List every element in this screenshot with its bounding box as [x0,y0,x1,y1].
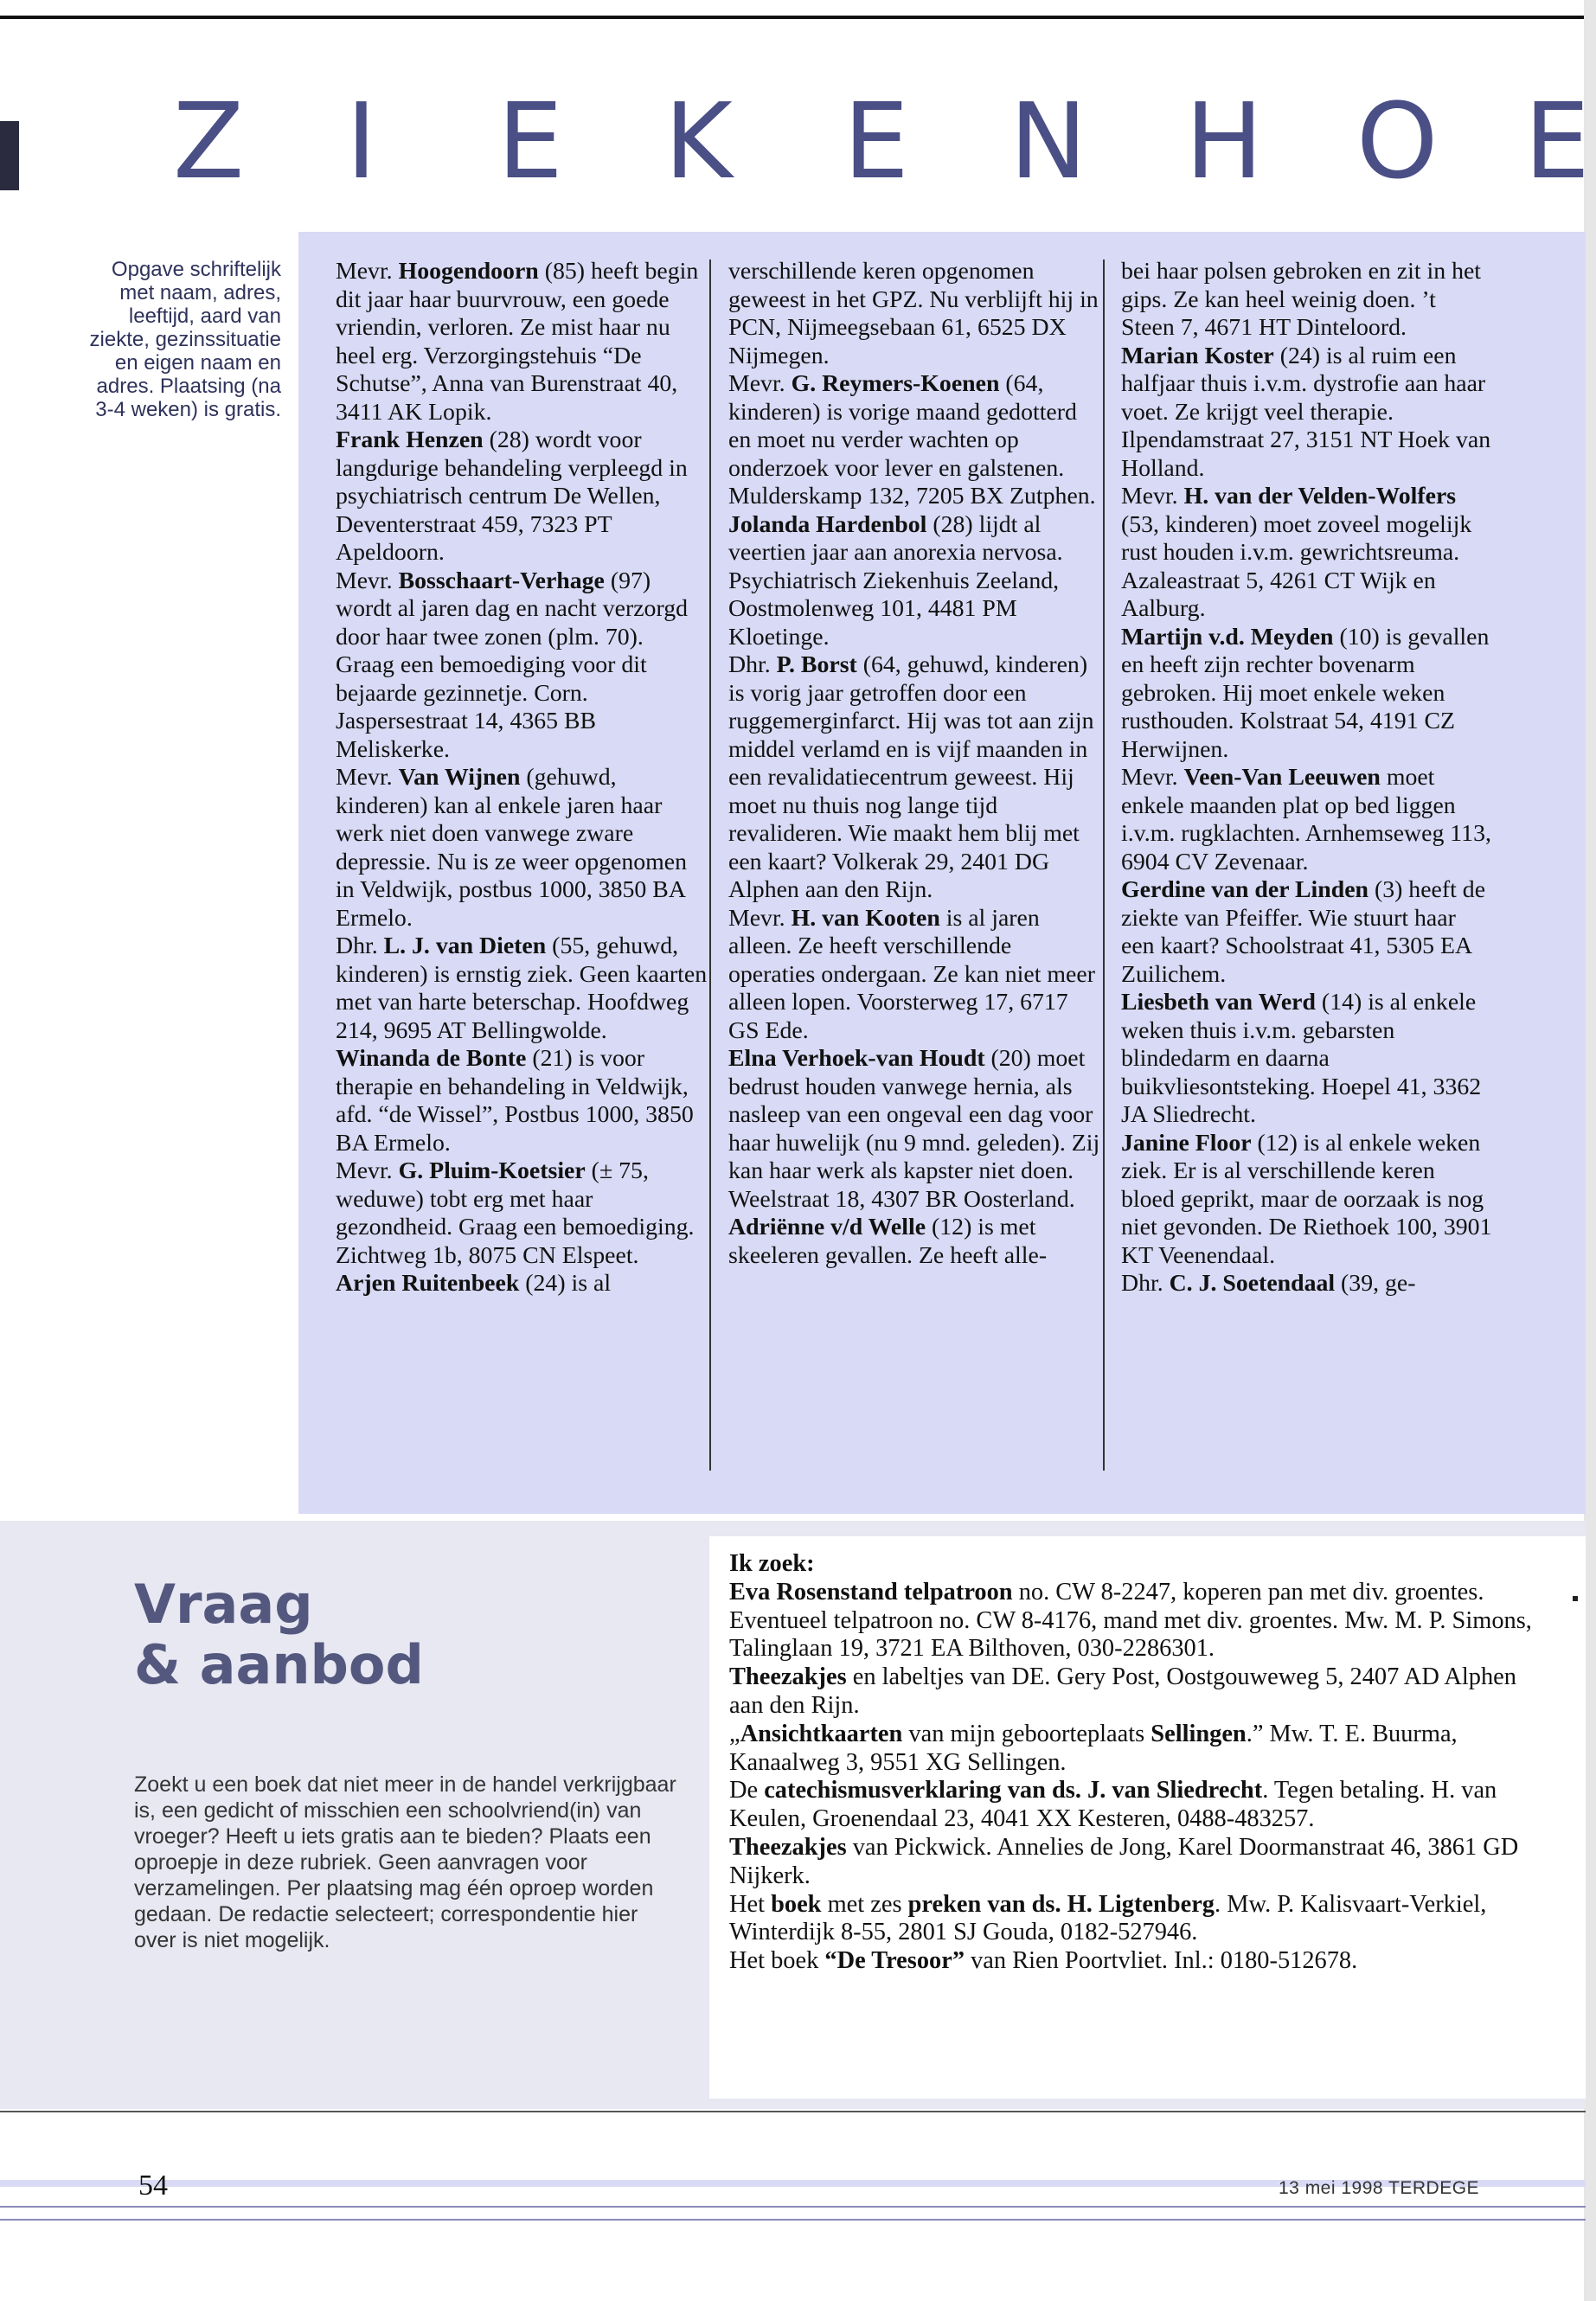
vraag-aanbod-title [134,1574,424,1695]
listing-column-3 [1121,258,1493,1298]
entry-text: (24) is al [519,1270,612,1297]
entry-text: (28) wordt voor langdurige behandeling verpleegd in psychiatrisch centrum De Wellen, Deventerstraat 459, 7323 PT Apeldoorn. [336,426,688,566]
listing-entry [336,426,708,567]
entry-prefix: Mevr. [1121,483,1184,510]
listing-entry [1121,1270,1493,1298]
banner-letter: E [843,82,909,202]
entry-text: (85) heeft begin dit jaar haar buurvrouw, een goede vriendin, verloren. Ze mist haar nu heel erg. Verzorgingstehuis “De Schutse”, Anna van Burenstraat 40, 3411 AK Lopik. [336,258,699,426]
listing-entry [1121,1130,1493,1271]
entry-text: (64, kinderen) is vorige maand gedotterd en moet nu verder wachten op onderzoek voor lever en galstenen. Mulderskamp 132, 7205 BX Zutphen. [728,370,1096,510]
banner-letter: Z [173,82,245,202]
entry-text: (55, gehuwd, kinderen) is ernstig ziek. Geen kaarten met van harte beterschap. Hoofdweg 214, 9695 AT Bellingwolde. [336,933,708,1044]
listing-entry [1121,876,1493,989]
title-line: Vraag [134,1573,313,1636]
column-divider [709,260,711,1471]
entry-text: (21) is voor therapie en behandeling in Veldwijk, afd. “de Wissel”, Postbus 1000, 3850 BA Ermelo. [336,1045,694,1157]
entry-prefix: Mevr. [728,370,792,397]
item-keyword: catechismusverklaring van ds. J. van Sliedrecht [764,1777,1263,1804]
entry-text: (53, kinderen) moet zoveel mogelijk rust houden i.v.m. gewrichtsreuma. Azaleastraat 5, 4261 CT Wijk en Aalburg. [1121,510,1472,622]
listing-entry [336,1157,708,1270]
ik-zoek-item [729,1721,1551,1778]
entry-text: is al jaren alleen. Ze heeft verschillende operaties ondergaan. Ze kan niet meer alleen lopen. Voorsterweg 17, 6717 GS Ede. [728,904,1095,1044]
listing-entry [1121,483,1493,624]
entry-name: Elna Verhoek-van Houdt [728,1045,985,1072]
item-text: en labeltjes van DE. Gery Post, Oostgouweweg 5, 2407 AD Alphen aan den Rijn. [729,1663,1516,1719]
entry-text: (20) moet bedrust houden vanwege hernia, als nasleep van een ongeval een dag voor haar huwelijk (nu 9 mnd. geleden). Zij kan haar werk als kapster niet doen. Weelstraat 18, 4307 BR Oosterland. [728,1045,1100,1213]
item-text: van Pickwick. Annelies de Jong, Karel Doormanstraat 46, 3861 GD Nijkerk. [729,1833,1519,1889]
entry-name: P. Borst [776,651,857,678]
banner-letter: E [1524,82,1590,202]
listing-entry [1121,258,1493,343]
entry-name: H. van der Velden-Wolfers [1183,483,1457,510]
listing-entry [336,1270,708,1298]
issue-info: 13 mei 1998 TERDEGE [1279,2178,1480,2198]
listing-entry [336,764,708,933]
entry-prefix: Mevr. [336,764,399,791]
item-text: . Tegen betaling. H. van Keulen, Groenendaal 23, 4041 XX Kesteren, 0488-483257. [729,1777,1497,1833]
item-text: met zes [821,1890,908,1918]
item-keyword: Theezakjes [729,1833,847,1861]
entry-name: Martijn v.d. Meyden [1121,623,1334,651]
entry-prefix: Dhr. [728,651,777,678]
entry-text: (± 75, weduwe) tobt erg met haar gezondheid. Graag een bemoediging. Zichtweg 1b, 8075 CN Elspeet. [336,1157,695,1269]
entry-text: (97) wordt al jaren dag en nacht verzorgd door haar twee zonen (plm. 70). Graag een bemoediging voor dit bejaarde gezinnetje. Corn. Jaspersestraat 14, 4365 BB Meliskerke. [336,567,689,763]
entry-name: Janine Floor [1121,1129,1252,1157]
entry-name: Veen-Van Leeuwen [1183,764,1381,791]
item-text: De [729,1777,765,1804]
listing-entry [336,567,708,765]
item-keyword: Theezakjes [729,1663,847,1691]
entry-text: (gehuwd, kinderen) kan al enkele jaren haar werk niet doen vanwege zware depressie. Nu is ze weer opgenomen in Veldwijk, postbus 1000, 3850 BA Ermelo. [336,764,688,932]
listing-entry [728,511,1100,652]
listing-entry [336,933,708,1045]
entry-prefix: Mevr. [336,1157,399,1184]
entry-name: H. van Kooten [791,904,940,932]
entry-name: Jolanda Hardenbol [728,510,927,538]
banner-letter: K [664,82,733,202]
entry-name: Bosschaart-Verhage [398,567,605,594]
page-edge-strip [1584,0,1596,2301]
listing-column-2 [728,258,1100,1270]
entry-prefix: Mevr. [336,258,399,285]
entry-text: (64, gehuwd, kinderen) is vorig jaar getroffen door een ruggemerginfarct. Hij was tot aan zijn middel verlamd en is vijf maanden in een revalidatiecentrum geweest. Hij moet nu thuis nog lange tijd revalideren. Wie maakt hem blij met een kaart? Volkerak 29, 2401 DG Alphen aan den Rijn. [728,651,1094,903]
footer-rule [0,2219,1586,2221]
entry-text: (12) is met skeeleren gevallen. Ze heeft alle- [728,1214,1048,1269]
entry-name: Liesbeth van Werd [1121,989,1316,1016]
ik-zoek-item [729,1834,1551,1891]
ik-zoek-list [729,1550,1551,1976]
entry-name: Adriënne v/d Welle [728,1214,926,1240]
ik-zoek-item [729,1891,1551,1948]
entry-prefix: Mevr. [1121,764,1184,791]
item-text: . Mw. P. Kalisvaart-Verkiel, Winterdijk 8-55, 2801 SJ Gouda, 0182-527946. [729,1890,1487,1946]
entry-text: (12) is al enkele weken ziek. Er is al verschillende keren bloed geprikt, maar de oorzaak is nog niet gevonden. De Riethoek 100, 3901 KT Veenendaal. [1121,1129,1492,1269]
listing-entry [728,258,1100,370]
entry-prefix: Dhr. [336,933,384,959]
entry-name: G. Pluim-Koetsier [398,1157,586,1184]
listing-entry [1121,989,1493,1130]
entry-name: Winanda de Bonte [336,1045,527,1072]
listing-entry [728,1214,1100,1270]
item-text: Het [729,1890,772,1918]
ik-zoek-item [729,1947,1551,1976]
top-rule [0,16,1596,19]
entry-text: (10) is gevallen en heeft zijn rechter bovenarm gebroken. Hij moet enkele weken rusthouden. Kolstraat 54, 4191 CZ Herwijnen. [1121,623,1490,763]
item-text: no. CW 8-2247, koperen pan met div. groentes. Eventueel telpatroon no. CW 8-4176, mand met div. groentes. Mw. M. P. Simons, Talinglaan 19, 3721 EA Bilthoven, 030-2286301. [729,1578,1532,1663]
ik-zoek-item [729,1579,1551,1663]
entry-name: Marian Koster [1121,342,1274,369]
entry-text: (3) heeft de ziekte van Pfeiffer. Wie stuurt haar een kaart? Schoolstraat 41, 5305 EA Zuilichem. [1121,876,1486,988]
entry-name: Arjen Ruitenbeek [336,1270,520,1297]
item-keyword: boek [771,1890,822,1918]
listing-entry [1121,343,1493,484]
column-divider [1103,260,1105,1471]
entry-name: Van Wijnen [398,764,521,791]
item-keyword: “De Tresoor” [824,1947,965,1975]
banner-letter: I [346,82,377,202]
entry-text: (14) is al enkele weken thuis i.v.m. gebarsten blindedarm en daarna buikvliesontsteking. Hoepel 41, 3362 JA Sliedrecht. [1121,989,1482,1128]
entry-text: (24) is al ruim een halfjaar thuis i.v.m. dystrofie aan haar voet. Ze krijgt veel therapie. Ilpendamstraat 27, 3151 NT Hoek van Holland. [1121,342,1491,482]
banner-letter: O [1356,82,1439,202]
ik-zoek-heading: Ik zoek: [729,1550,815,1577]
margin-dot [1573,1596,1578,1601]
item-keyword: Eva Rosenstand telpatroon [729,1578,1013,1606]
listing-entry [336,1045,708,1157]
entry-prefix: Dhr. [1121,1270,1170,1297]
footer-rule [0,2111,1586,2112]
banner-letter: N [1010,82,1087,202]
item-text: .” Mw. T. E. Buurma, Kanaalweg 3, 9551 XG Sellingen. [729,1720,1458,1776]
entry-prefix: Mevr. [336,567,399,594]
footer-rule [0,2206,1586,2208]
entry-text: bei haar polsen gebroken en zit in het gips. Ze kan heel weinig doen. ’t Steen 7, 4671 HT Dinteloord. [1121,258,1482,341]
listing-entry [728,651,1100,905]
listing-entry [1121,624,1493,765]
entry-name: Gerdine van der Linden [1121,876,1368,903]
page-number: 54 [138,2170,168,2202]
item-text: van Rien Poortvliet. Inl.: 0180-512678. [965,1947,1358,1975]
banner-letter: H [1185,82,1264,202]
item-keyword: Sellingen [1151,1720,1247,1747]
banner-letter: E [497,82,563,202]
entry-name: C. J. Soetendaal [1169,1270,1336,1297]
item-text: Het boek [729,1947,825,1975]
listing-column-1 [336,258,708,1298]
ik-zoek-item [729,1777,1551,1834]
section-banner [0,82,1596,202]
entry-name: Frank Henzen [336,426,484,453]
entry-text: moet enkele maanden plat op bed liggen i.v.m. rugklachten. Arnhemseweg 113, 6904 CV Zevenaar. [1121,764,1491,875]
entry-text: (28) lijdt al veertien jaar aan anorexia nervosa. Psychiatrisch Ziekenhuis Zeeland, Oostmolenweg 101, 4481 PM Kloetinge. [728,510,1063,651]
entry-name: G. Reymers-Koenen [791,370,1000,397]
entry-prefix: Mevr. [728,904,792,932]
entry-text: verschillende keren opgenomen geweest in het GPZ. Nu verblijft hij in PCN, Nijmeegsebaan 61, 6525 DX Nijmegen. [728,258,1099,369]
listing-entry [728,370,1100,511]
listing-entry [336,258,708,426]
listing-entry [728,1045,1100,1214]
entry-text: (39, ge- [1335,1270,1416,1297]
listing-entry [728,905,1100,1046]
submission-note: Opgave schriftelijk met naam, adres, leeftijd, aard van ziekte, gezinssituatie en eigen naam en adres. Plaatsing (na 3-4 weken) is gratis. [89,258,281,421]
item-text: „ [729,1720,740,1747]
item-text: van mijn geboorteplaats [902,1720,1151,1747]
item-keyword: Ansichtkaarten [740,1720,903,1747]
vraag-aanbod-description: Zoekt u een boek dat niet meer in de handel verkrijgbaar is, een gedicht of misschien een schoolvriend(in) van vroeger? Heeft u iets gratis aan te bieden? Plaats een oproepje in deze rubriek. Geen aanvragen voor verzamelingen. Per plaatsing mag één oproep worden gedaan. De redactie selecteert; correspondentie hier over is niet mogelijk. [134,1772,676,1952]
item-keyword: preken van ds. H. Ligtenberg [907,1890,1215,1918]
entry-name: Hoogendoorn [398,258,539,285]
entry-name: L. J. van Dieten [383,933,547,959]
listing-entry [1121,764,1493,876]
ik-zoek-item [729,1663,1551,1721]
title-line: & aanbod [134,1633,424,1696]
